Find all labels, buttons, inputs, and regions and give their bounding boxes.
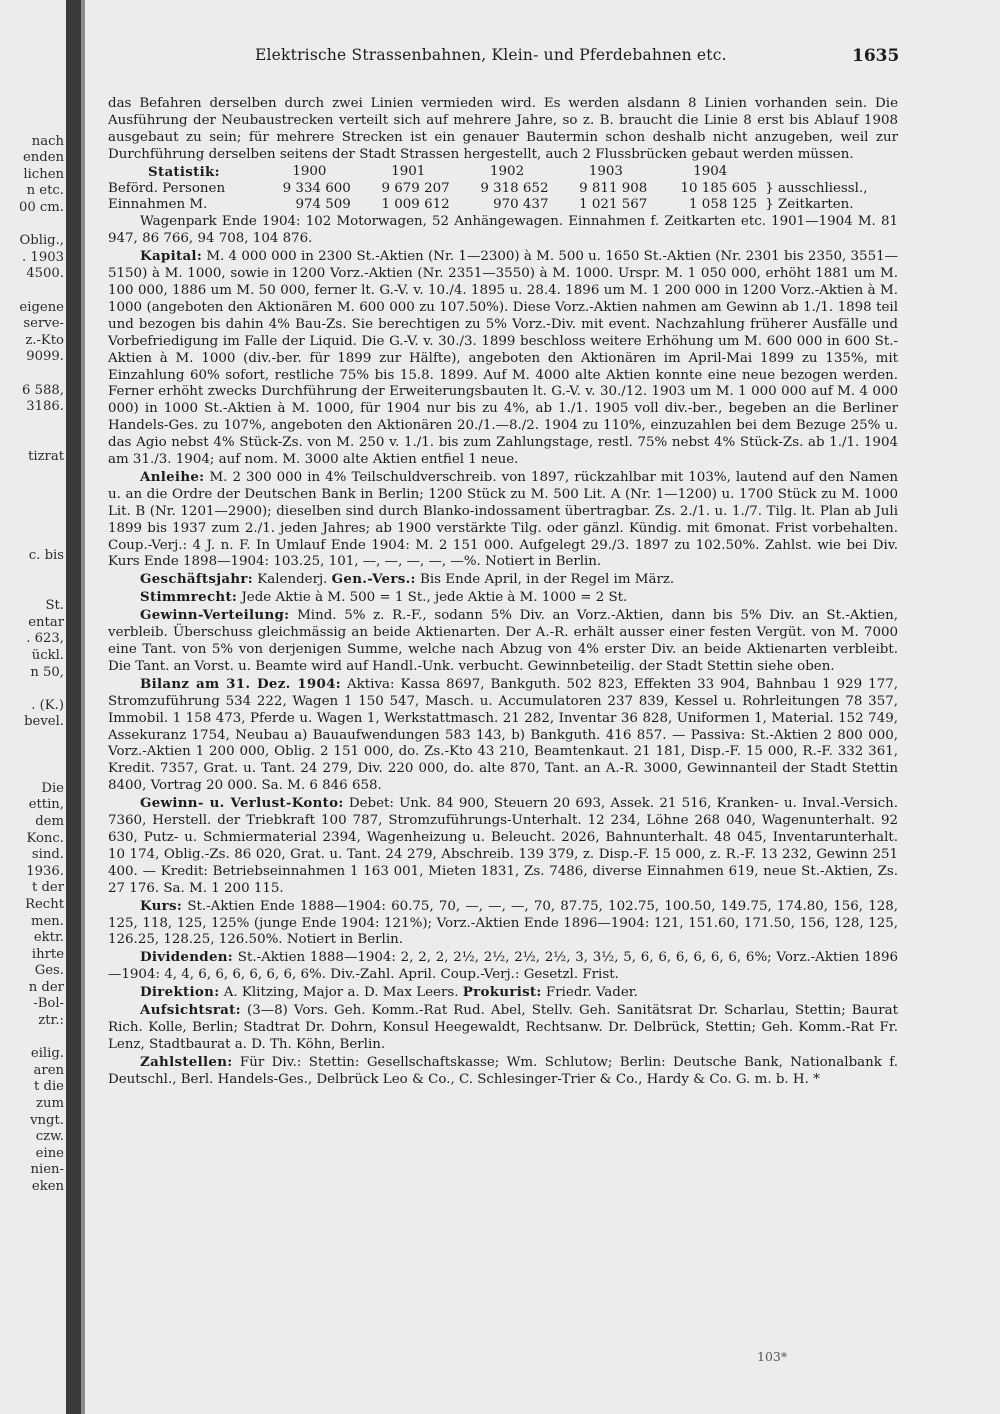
section-text: St.-Aktien Ende 1888—1904: 60.75, 70, —, —, —, 70, 87.75, 102.75, 100.50, 149.75, 174.80, 156, 128, 125, 118, 125, 125% (junge Ende 1904: 121%); Vorz.-Aktien Ende 1896—1904: 121, 151.60, 171.50, 156, 128, 125, 126.25, 128.25, 126.50%. Notiert in Berlin. bbox=[108, 898, 899, 948]
statistik-cell: 970 437 bbox=[493, 197, 549, 213]
statistik-cell: 9 334 600 bbox=[282, 180, 351, 196]
statistik-cell: 9 811 908 bbox=[579, 180, 648, 196]
previous-column-line: . 623, bbox=[26, 631, 64, 647]
previous-column-line bbox=[0, 366, 64, 383]
section-text: Debet: Unk. 84 900, Steuern 20 693, Assek. 21 516, Kranken- u. Inval.-Versich. 7360, Herstell. der Triebkraft 100 787, Stromzuführungs-Unterhalt. 12 234, Löhne 268 040, Wagenunterhalt. 92 630, Putz- u. Schmiermaterial 2394, Wagenheizung u. Beleucht. 2026, Bahnunterhalt. 48 045, Inventarunterhalt. 10 174, Oblig.-Zs. 86 020, Grat. u. Tant. 24 279, Abschreib. 139 379, z. Disp.-F. 15 000, z. R.-F. 13 232, Gewinn 251 400. — Kredit: Betriebseinnahmen 1 163 001, Mieten 1831, Zs. 7486, diverse Einnahmen 619, neue St.-Aktien, Zs. 27 176. Sa. M. 1 200 115. bbox=[108, 796, 898, 896]
section-text: Jede Aktie à M. 500 = 1 St., jede Aktie à M. 1000 = 2 St. bbox=[241, 590, 628, 606]
previous-page-column-fragment bbox=[0, 117, 64, 1196]
previous-column-line: zum bbox=[36, 1096, 64, 1112]
statistik-note-header bbox=[765, 164, 898, 181]
statistik-row bbox=[108, 197, 898, 214]
previous-column-line: sind. bbox=[31, 847, 64, 863]
section-paragraph bbox=[108, 1002, 898, 1054]
section-label: Kapital: bbox=[140, 248, 203, 265]
statistik-year: 1901 bbox=[391, 163, 426, 179]
previous-column-line bbox=[0, 117, 64, 134]
previous-column-line bbox=[0, 1030, 64, 1047]
section-label: Aufsichtsrat: bbox=[140, 1002, 241, 1019]
section-label: Direktion: bbox=[140, 984, 220, 1001]
section-paragraph bbox=[108, 248, 898, 469]
previous-column-line: bevel. bbox=[24, 714, 64, 730]
previous-column-line: lichen bbox=[23, 166, 64, 182]
previous-column-line: t der bbox=[31, 880, 64, 896]
previous-column-line: czw. bbox=[35, 1129, 64, 1145]
statistik-note: } ausschliessl., bbox=[765, 180, 868, 196]
previous-column-line: n der bbox=[28, 979, 64, 995]
previous-column-line: aren bbox=[33, 1062, 64, 1078]
section-paragraph bbox=[108, 589, 898, 607]
section-text: A. Klitzing, Major a. D. Max Leers. bbox=[223, 985, 459, 1001]
previous-column-line: tizrat bbox=[28, 448, 64, 464]
previous-column-line: t die bbox=[34, 1079, 64, 1095]
previous-column-line bbox=[0, 731, 64, 748]
statistik-row bbox=[108, 181, 898, 198]
previous-column-line: n etc. bbox=[26, 183, 64, 199]
book-gutter-shadow bbox=[66, 0, 81, 1414]
section-text: Für Div.: Stettin: Gesellschaftskasse; Wm. Schlutow; Berlin: Deutsche Bank, Nationalbank f. Deutschl., Berl. Handels-Ges., Delbrück Leo & Co., C. Schlesinger-Trier & Co., Hardy & Co. G. m. b. H. * bbox=[108, 1054, 898, 1087]
previous-column-line bbox=[0, 432, 64, 449]
previous-column-line: -Bol- bbox=[33, 996, 64, 1012]
section-text: Friedr. Vader. bbox=[545, 985, 638, 1001]
section-label: Zahlstellen: bbox=[140, 1053, 233, 1070]
previous-column-line: Ges. bbox=[34, 963, 64, 979]
section-paragraph bbox=[108, 949, 898, 984]
previous-column-line: eilig. bbox=[30, 1046, 64, 1062]
previous-column-line: entar bbox=[28, 614, 64, 630]
previous-column-line: nach bbox=[31, 133, 64, 149]
statistik-cell: 974 509 bbox=[295, 197, 351, 213]
statistik-year: 1902 bbox=[490, 163, 525, 179]
previous-column-line: ztr.: bbox=[38, 1013, 64, 1029]
previous-column-line: Konc. bbox=[26, 830, 64, 846]
previous-column-line bbox=[0, 515, 64, 532]
section-paragraph bbox=[108, 607, 898, 676]
previous-column-line: 4500. bbox=[26, 266, 64, 282]
previous-column-line: serve- bbox=[23, 316, 64, 332]
statistik-header-row bbox=[108, 164, 898, 181]
statistik-row-label: Beförd. Personen bbox=[108, 180, 226, 196]
previous-column-line: eken bbox=[31, 1179, 64, 1194]
previous-column-line: n 50, bbox=[30, 664, 64, 680]
section-label: Gewinn- u. Verlust-Konto: bbox=[140, 795, 344, 812]
page-number: 1635 bbox=[852, 46, 900, 66]
previous-column-line: ückl. bbox=[31, 648, 64, 663]
previous-column-line: ihrte bbox=[31, 946, 64, 962]
running-head: Elektrische Strassenbahnen, Klein- und Pferdebahnen etc. bbox=[255, 46, 727, 64]
statistik-table bbox=[108, 164, 898, 215]
section-text: Kalenderj. bbox=[257, 572, 328, 588]
section-text: Aktiva: Kassa 8697, Bankguth. 502 823, Effekten 33 904, Bahnbau 1 929 177, Stromzuführung 534 222, Wagen 1 150 547, Masch. u. Accumulatoren 237 839, Kessel u. Rohrleitungen 78 357, Immobil. 1 158 473, Pferde u. Wagen 1, Werkstattmasch. 21 282, Inventar 36 828, Uniformen 1, Material. 152 749, Assekuranz 1754, Neubau a) Bauaufwendungen 583 143, b) Bankguth. 416 857. — Passiva: St.-Aktien 2 800 000, Vorz.-Aktien 1 200 000, Oblig. 2 151 000, do. Zs.-Kto 43 210, Beamtenkaut. 21 181, Disp.-F. 15 000, R.-F. 332 361, Kredit. 7357, Grat. u. Tant. 24 279, Div. 220 000, do. alte 870, Tant. an A.-R. 3000, Gewinnanteil der Stadt Stettin 8400, Vortrag 20 000. Sa. M. 6 846 658. bbox=[108, 676, 898, 794]
previous-column-line bbox=[0, 499, 64, 516]
section-text: St.-Aktien 1888—1904: 2, 2, 2, 2½, 2½, 2½, 2½, 3, 3½, 5, 6, 6, 6, 6, 6, 6, 6%; Vorz.-Aktien 1896—1904: 4, 4, 6, 6, 6, 6, 6, 6, 6%. Div.-Zahl. April. Coup.-Verj.: Gesetzl. Frist. bbox=[108, 950, 898, 983]
statistik-cell: 1 021 567 bbox=[579, 197, 648, 213]
previous-column-line bbox=[0, 465, 64, 482]
section-text: Mind. 5% z. R.-F., sodann 5% Div. an Vorz.-Aktien, dann bis 5% Div. an St.-Aktien, verbleib. Überschuss gleichmässig an beide Aktienarten. Der A.-R. erhält ausser einer festen Vergüt. von M. 7000 eine Tant. von 5% von derjenigen Summe, welche nach Abzug von 4% erster Div. an beide Aktienarten verbleibt. Die Tant. an Vorst. u. Beamte wird auf Handl.-Unk. verbucht. Gewinnbeteilig. der Stadt Stettin siehe oben. bbox=[108, 608, 898, 674]
statistik-cell: 1 058 125 bbox=[689, 197, 758, 213]
previous-column-line bbox=[0, 532, 64, 549]
section-paragraph bbox=[108, 795, 898, 897]
section-text: M. 2 300 000 in 4% Teilschuldverschreib. von 1897, rückzahlbar mit 103%, lautend auf den Namen u. an die Ordre der Deutschen Bank in Berlin; 1200 Stück zu M. 500 Lit. A (Nr. 1—1200) u. 1700 Stück zu M. 1000 Lit. B (Nr. 1201—2900); dieselben sind durch Blanko-indossament übertragbar. Zs. 2./1. u. 1./7. Tilg. lt. Plan ab Juli 1899 bis 1937 zum 2./1. jeden Jahres; ab 1900 verstärkte Tilg. oder gänzl. Kündig. mit 6monat. Frist vorbehalten. Coup.-Verj.: 4 J. n. F. In Umlauf Ende 1904: M. 2 151 000. Aufgelegt 29./3. 1897 zu 102.50%. Zahlst. wie bei Div. Kurs Ende 1898—1904: 103.25, 101, —, —, —, —, —%. Notiert in Berlin. bbox=[108, 469, 899, 570]
statistik-cell: 10 185 605 bbox=[680, 180, 758, 196]
section-paragraph bbox=[108, 676, 898, 795]
intro-paragraph: das Befahren derselben durch zwei Linien vermieden wird. Es werden alsdann 8 Linien vorhanden sein. Die Ausführung der Neubaustrecken verteilt sich auf mehrere Jahre, so z. B. braucht die Linie 8 erst bis Ablauf 1908 ausgebaut zu sein; für mehrere Strecken ist ein genauer Bautermin schon deshalb nicht anzugeben, weil zur Durchführung derselben seitens der Stadt Strassen hergestellt, auch 2 Flussbrücken gebaut werden müssen. bbox=[108, 96, 898, 162]
previous-column-line: eigene bbox=[19, 299, 64, 315]
previous-column-line: ettin, bbox=[28, 797, 64, 813]
previous-column-line: 9099. bbox=[26, 349, 64, 365]
section-paragraph bbox=[108, 898, 898, 950]
previous-column-line: St. bbox=[45, 598, 64, 614]
previous-column-line: enden bbox=[22, 150, 64, 166]
statistik-year: 1900 bbox=[292, 163, 327, 179]
previous-column-line: z.-Kto bbox=[25, 332, 64, 348]
section-label: Bilanz am 31. Dez. 1904: bbox=[140, 675, 342, 692]
section-paragraph bbox=[108, 1054, 898, 1089]
statistik-label: Statistik: bbox=[148, 163, 220, 180]
statistik-cell: 1 009 612 bbox=[381, 197, 450, 213]
previous-column-line bbox=[0, 217, 64, 234]
section-text: Bis Ende April, in der Regel im März. bbox=[420, 572, 675, 588]
previous-column-line bbox=[0, 681, 64, 698]
section-label: Anleihe: bbox=[140, 468, 205, 485]
previous-column-line: 00 cm. bbox=[18, 199, 64, 215]
section-label: Stimmrecht: bbox=[140, 589, 238, 606]
previous-column-line: c. bis bbox=[28, 548, 64, 564]
statistik-cell: 9 679 207 bbox=[381, 180, 450, 196]
main-text-column bbox=[108, 96, 898, 1089]
previous-column-line: . 1903 bbox=[22, 249, 64, 265]
previous-column-line: men. bbox=[31, 913, 64, 929]
previous-column-line: . (K.) bbox=[31, 697, 64, 713]
book-gutter-edge bbox=[81, 0, 85, 1414]
statistik-year: 1903 bbox=[588, 163, 623, 179]
previous-column-line bbox=[0, 565, 64, 582]
statistik-year: 1904 bbox=[693, 163, 728, 179]
previous-column-line: dem bbox=[35, 813, 64, 829]
previous-column-line bbox=[0, 283, 64, 300]
section-label: Gen.-Vers.: bbox=[331, 571, 416, 588]
previous-column-line: 1936. bbox=[26, 863, 64, 879]
previous-column-line bbox=[0, 764, 64, 781]
previous-column-line: Oblig., bbox=[19, 233, 64, 249]
section-label: Geschäftsjahr: bbox=[140, 571, 253, 588]
section-label: Prokurist: bbox=[462, 984, 542, 1001]
statistik-row-label: Einnahmen M. bbox=[108, 197, 208, 213]
previous-column-line: eine bbox=[35, 1145, 64, 1161]
wagenpark-paragraph: Wagenpark Ende 1904: 102 Motorwagen, 52 Anhängewagen. Einnahmen f. Zeitkarten etc. 1901—1904 M. 81 947, 86 766, 94 708, 104 876. bbox=[108, 214, 898, 247]
previous-column-line: vngt. bbox=[30, 1112, 64, 1128]
previous-column-line: 6 588, bbox=[22, 382, 64, 398]
section-label: Kurs: bbox=[140, 897, 183, 914]
section-text: (3—8) Vors. Geh. Komm.-Rat Rud. Abel, Stellv. Geh. Sanitätsrat Dr. Scharlau, Stettin; Baurat Rich. Kolle, Berlin; Stadtrat Dr. Dohrn, Konsul Heegewaldt, Rechtsanw. Dr. Delbrück, Stettin; Geh. Komm.-Rat Fr. Lenz, Stadtbaurat a. D. Th. Köhn, Berlin. bbox=[108, 1003, 898, 1052]
section-label: Dividenden: bbox=[140, 949, 234, 966]
previous-column-line bbox=[0, 416, 64, 433]
statistik-note: } Zeitkarten. bbox=[765, 197, 854, 213]
section-paragraph bbox=[108, 984, 898, 1002]
previous-column-line: Recht bbox=[25, 896, 64, 912]
previous-column-line: ektr. bbox=[33, 930, 64, 946]
previous-column-line: 3186. bbox=[26, 399, 64, 415]
section-label: Gewinn-Verteilung: bbox=[140, 607, 290, 624]
section-paragraph bbox=[108, 469, 898, 571]
sections-container bbox=[108, 248, 898, 1088]
previous-column-line bbox=[0, 748, 64, 765]
previous-column-line bbox=[0, 482, 64, 499]
previous-column-line: nien- bbox=[30, 1162, 64, 1178]
previous-column-line: Die bbox=[41, 780, 64, 796]
section-paragraph bbox=[108, 571, 898, 589]
previous-column-line bbox=[0, 582, 64, 599]
statistik-cell: 9 318 652 bbox=[480, 180, 549, 196]
signature-mark: 103* bbox=[757, 1349, 788, 1364]
section-text: M. 4 000 000 in 2300 St.-Aktien (Nr. 1—2300) à M. 500 u. 1650 St.-Aktien (Nr. 2301 bis 2350, 3551—5150) à M. 1000, sowie in 1200 Vorz.-Aktien (Nr. 2351—3550) à M. 1000. Urspr. M. 1 050 000, erhöht 1881 um M. 100 000, 1886 um M. 50 000, ferner lt. G.-V. v. 10./4. 1895 u. 28.4. 1896 um M. 1 200 000 in 1200 Vorz.-Aktien à M. 1000 (angeboten den Aktionären M. 600 000 zu 107.50%). Diese Vorz.-Aktien nahmen am Gewinn ab 1./1. 1898 teil und bezogen bis dahin 4% Bau-Zs. Sie berechtigen zu 5% Vorz.-Div. mit event. Nachzahlung früherer Ausfälle und Vorbefriedigung im Falle der Liquid. Die G.-V. v. 30./3. 1899 beschloss weitere Erhöhung um M. 600 000 in 600 St.-Aktien à M. 1000 (div.-ber. für 1899 zur Hälfte), angeboten den Aktionären im April-Mai 1899 zu 135%, mit Einzahlung 60% sofort, restliche 75% bis 15.8. 1899. Auf M. 4000 alte Aktien konnte eine neue bezogen werden. Ferner erhöht zwecks Durchführung der Erweiterungsbauten lt. G.-V. v. 30./12. 1903 um M. 1 000 000 auf M. 4 000 000) in 1000 St.-Aktien à M. 1000, für 1904 nur bis zu 4%, ab 1./1. 1905 voll div.-ber., begeben an die Berliner Handels-Ges. zu 107%, angeboten den Aktionären 20./1.—8./2. 1904 zu 110%, einzuzahlen bei dem Bezuge 25% u. das Agio nebst 4% Stück-Zs. von M. 250 v. 1./1. bis zum Zahlungstage, restl. 75% nebst 4% Stück-Zs. ab 1./1. 1904 am 31./3. 1904; auf nom. M. 3000 alte Aktien entfiel 1 neue. bbox=[108, 249, 898, 468]
